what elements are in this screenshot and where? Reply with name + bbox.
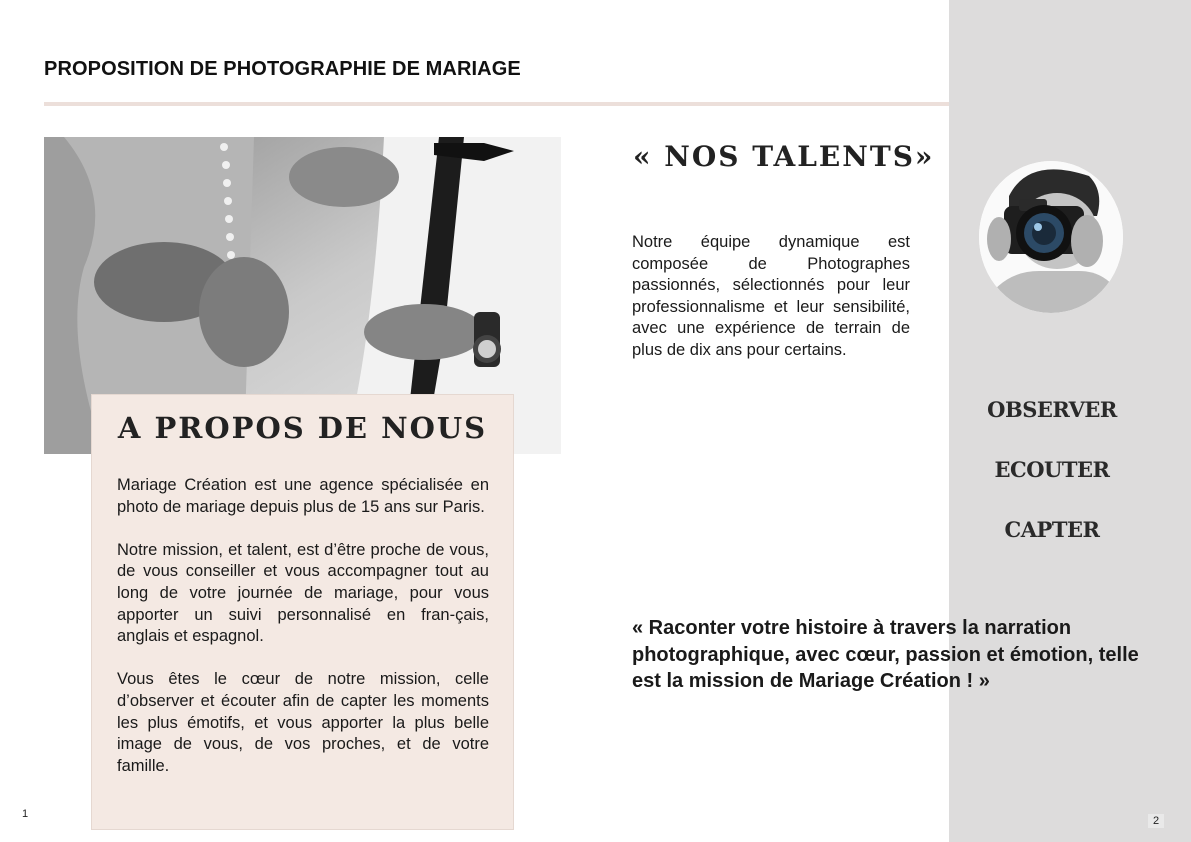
about-title: A PROPOS DE NOUS (117, 411, 488, 445)
about-paragraph: Mariage Création est une agence spécialisée en photo de mariage depuis plus de 15 ans sur Paris. (117, 476, 489, 516)
keyword-observer: OBSERVER (987, 397, 1117, 422)
about-card (91, 394, 514, 830)
about-paragraph: Notre mission, et talent, est d’être proche de vous, de vous conseiller et vous accompagner tout au long de votre journée de mariage, pour vous apporter un suivi personnalisé en fran-çais, anglais et espagnol. (117, 540, 489, 646)
page-number-left: 1 (22, 808, 29, 820)
mission-quote: « Raconter votre histoire à travers la narration photographique, avec cœur, passion et émotion, telle est la mission de Mariage Création ! » (632, 617, 1139, 692)
talents-body: Notre équipe dynamique est composée de Photographes passionnés, sélectionnés pour leur professionnalisme et leur sensibilité, avec une expérience de terrain de plus de dix ans pour certains. (632, 233, 910, 359)
title-divider (44, 102, 949, 106)
keyword-capter: CAPTER (1004, 517, 1100, 542)
page-number-right: 2 (1148, 814, 1164, 828)
talents-title: « NOS TALENTS» (633, 140, 935, 173)
document-title: PROPOSITION DE PHOTOGRAPHIE DE MARIAGE (44, 58, 521, 80)
about-paragraph: Vous êtes le cœur de notre mission, celle d’observer et écouter afin de capter les moments les plus émotifs, et vous apporter la plus belle image de vous, de vos proches, et de votre famille. (117, 670, 489, 775)
about-body (117, 475, 489, 799)
photographer-photo (979, 161, 1123, 313)
keyword-ecouter: ECOUTER (994, 457, 1110, 482)
